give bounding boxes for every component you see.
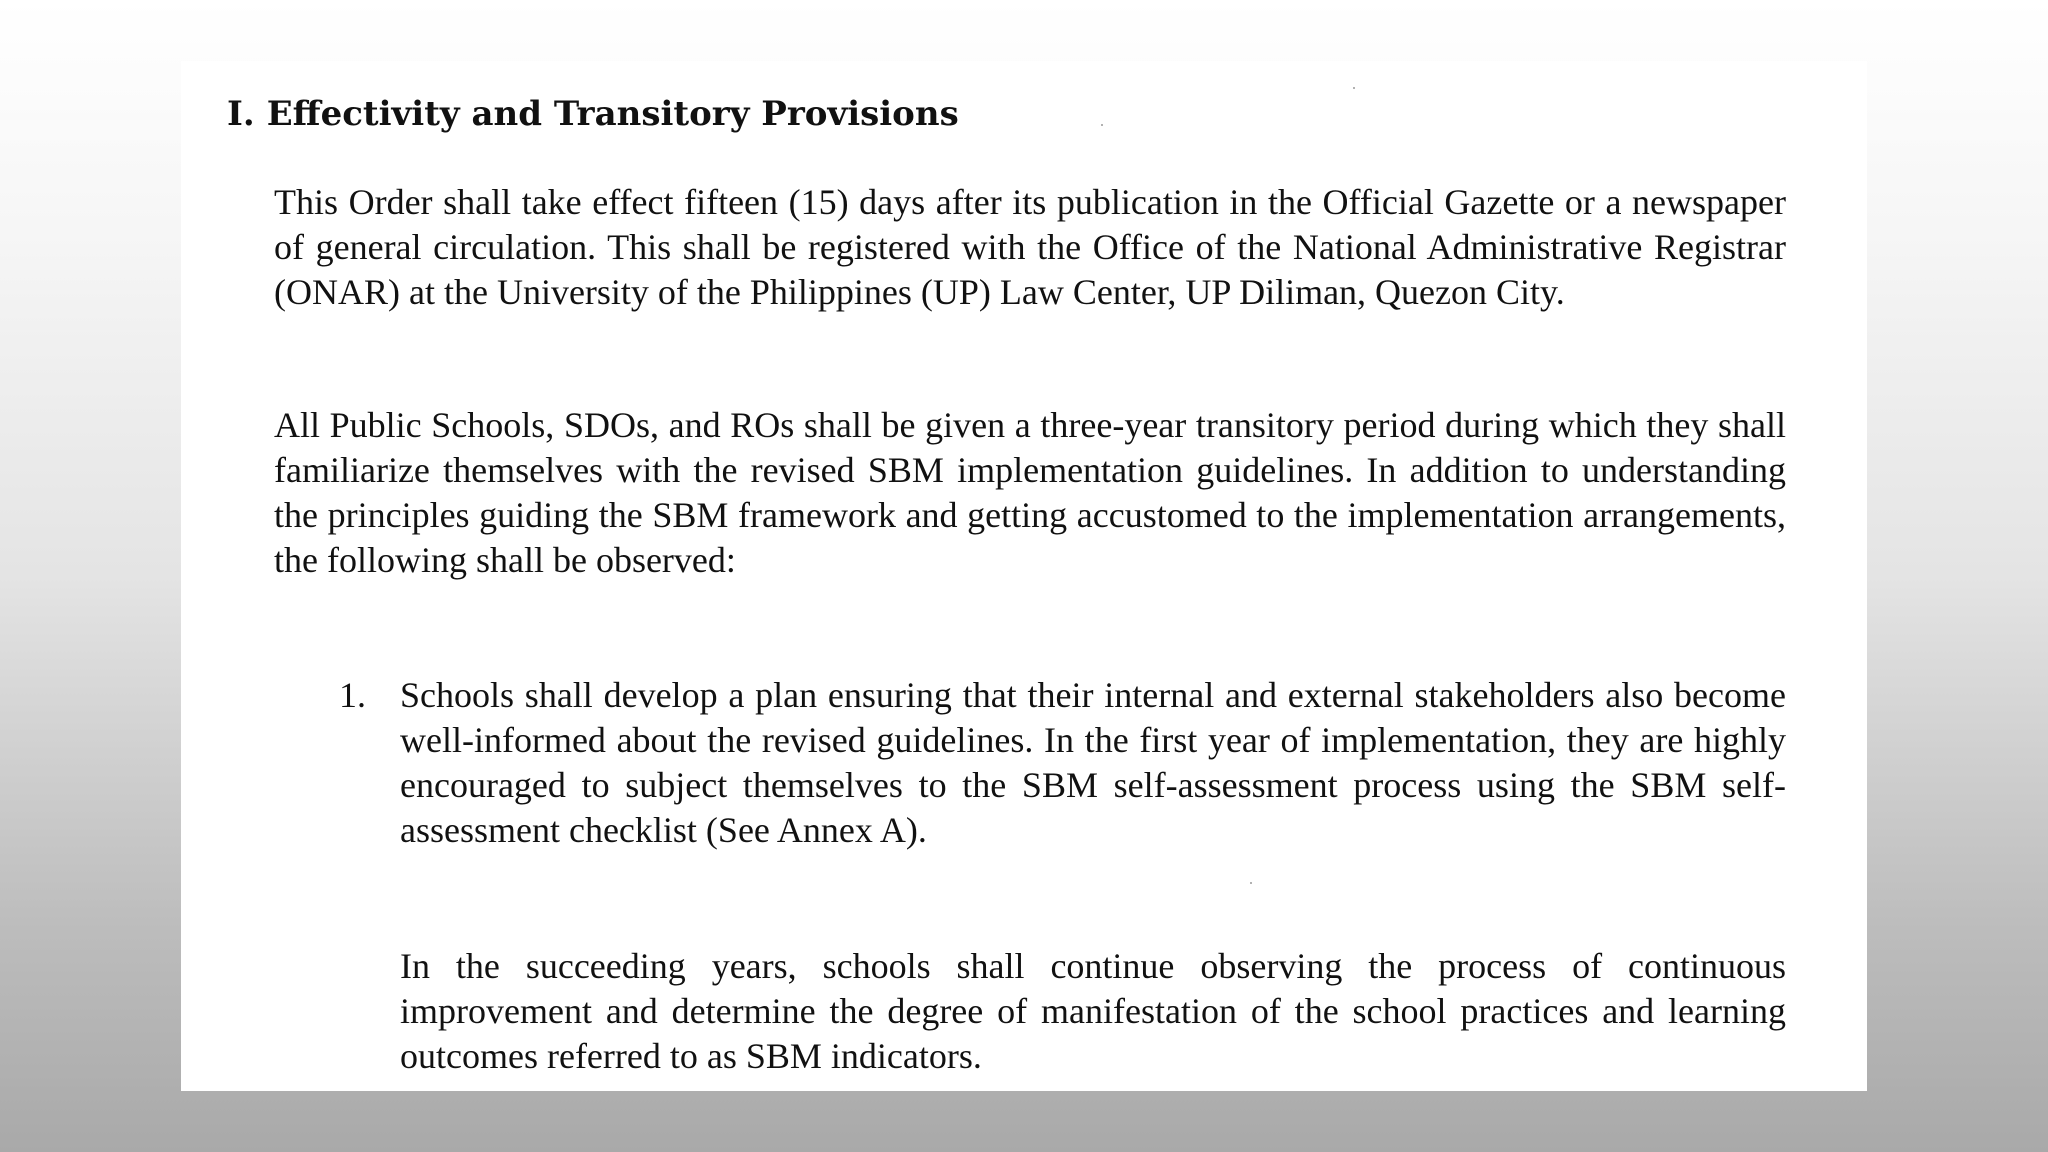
paragraph-transitory-period: All Public Schools, SDOs, and ROs shall be given a three-year transitory period during which they shall familiarize themselves with the revised SBM implementation guidelines. In addition to understanding the principles guiding the SBM framework and getting accustomed to the implementation arrangements, the following shall be observed: xyxy=(274,405,1786,580)
paragraph-effectivity: This Order shall take effect fifteen (15) days after its publication in the Official Gazette or a newspaper of general circulation. This shall be registered with the Office of the National Administrative Registrar (ONAR) at the University of the Philippines (UP) Law Center, UP Diliman, Quezon City. xyxy=(274,182,1786,312)
document-page xyxy=(181,61,1867,1091)
section-heading xyxy=(227,91,959,137)
scan-speck xyxy=(1250,882,1252,884)
list-item-continuation: In the succeeding years, schools shall continue observing the process of continuous improvement and determine the degree of manifestation of the school practices and learning outcomes referred to as SBM indicators. xyxy=(400,946,1786,1076)
section-number: I. xyxy=(227,94,255,134)
list-item-text: Schools shall develop a plan ensuring that their internal and external stakeholders also become well-informed about the revised guidelines. In the first year of implementation, they are highly encouraged to subject themselves to the SBM self-assessment process using the SBM self-assessment checklist (See Annex A). xyxy=(400,675,1786,850)
scan-speck xyxy=(1353,87,1355,89)
section-title: Effectivity and Transitory Provisions xyxy=(266,94,959,134)
scan-speck xyxy=(1101,124,1103,126)
list-item-marker: 1. xyxy=(339,675,366,715)
